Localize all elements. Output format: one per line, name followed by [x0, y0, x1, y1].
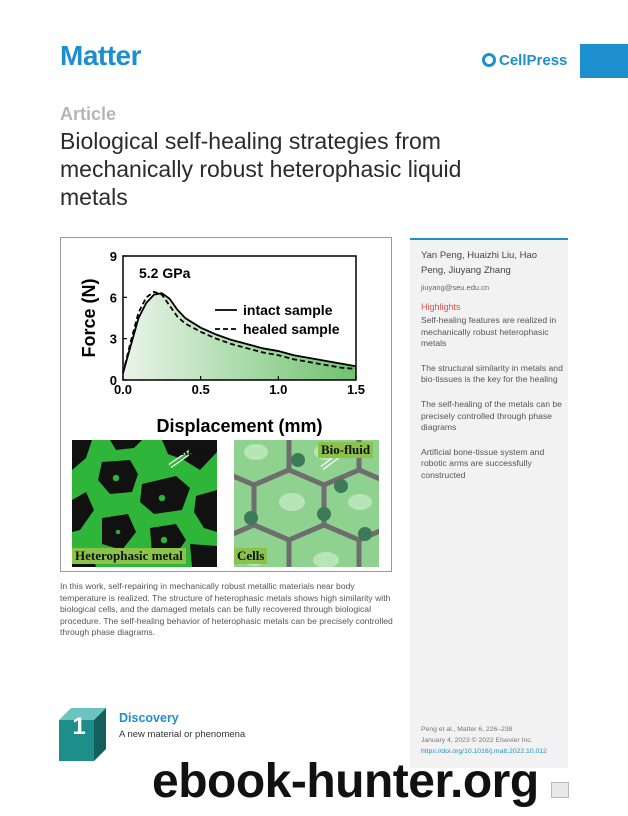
heterophasic-metal-label: Heterophasic metal: [72, 548, 186, 564]
authors: Yan Peng, Huaizhi Liu, Hao Peng, Jiuyang Zhang: [421, 250, 538, 276]
pressure-label: 5.2 GPa: [139, 265, 191, 281]
y-tick-label: 9: [109, 249, 117, 264]
contact-email[interactable]: jiuyang@seu.edu.cn: [421, 283, 490, 292]
highlight-item: Self-healing features are realized in mechanically robust heterophasic metals: [421, 315, 557, 349]
citation-journal: Peng et al., Matter 6, 226–238: [421, 726, 513, 733]
discovery-title: Discovery: [119, 711, 179, 725]
x-tick-label: 0.0: [113, 382, 133, 397]
cells-label: Cells: [234, 548, 267, 564]
cellpress-icon: [482, 53, 496, 67]
x-tick-label: 0.5: [191, 382, 210, 397]
bio-fluid-label: Bio-fluid: [318, 442, 373, 458]
highlights-list: [421, 315, 563, 495]
legend-label: healed sample: [243, 321, 340, 337]
article-title: Biological self-healing strategies from mechanically robust heterophasic liquid metals: [60, 128, 462, 210]
x-tick-label: 1.5: [346, 382, 366, 397]
journal-color-block: [580, 44, 628, 78]
x-tick-label: 1.0: [269, 382, 288, 397]
journal-title: Matter: [60, 40, 142, 71]
y-axis-label: Force (N): [79, 278, 99, 358]
watermark: ebook-hunter.org: [152, 755, 539, 808]
publisher-logo[interactable]: [482, 52, 567, 69]
highlights-heading: Highlights: [421, 302, 461, 312]
heterophasic-metal-image: [72, 440, 217, 567]
article-type: Article: [60, 104, 117, 124]
sidebar: [410, 238, 568, 768]
y-tick-label: 6: [109, 290, 117, 306]
x-axis-label: Displacement (mm): [156, 416, 323, 436]
citation: [421, 724, 566, 757]
force-displacement-chart: [61, 238, 393, 438]
discovery-description: A new material or phenomena: [119, 729, 246, 740]
discovery-number: 1: [72, 713, 86, 740]
highlight-item: The structural similarity in metals and bio-tissues is the key for the healing: [421, 362, 563, 385]
abstract-text: In this work, self-repairing in mechanically robust metallic materials near body temperature is realized. The structure of heterophasic metals shows high similarity with biological cells, and the damaged metals can be fully recovered through biological procedure. The self-healing behavior of heterophasic metals can be precisely controlled through phase diagrams.: [60, 581, 393, 637]
liquid-label: Liquid: [172, 443, 210, 458]
highlight-item: Artificial bone-tissue system and robotic arms are successfully constructed: [421, 446, 545, 480]
graphical-abstract: [60, 237, 392, 572]
citation-date: January 4, 2023 © 2022 Elsevier Inc.: [421, 737, 533, 744]
bio-cells-image: [234, 440, 379, 567]
highlight-item: The self-healing of the metals can be precisely controlled through phase diagrams: [421, 398, 562, 433]
publisher-name: CellPress: [499, 52, 568, 69]
y-tick-label: 3: [109, 331, 117, 347]
y-tick-label: 0: [109, 373, 117, 388]
legend-label: intact sample: [243, 302, 333, 318]
watermark-badge-icon: [551, 782, 569, 798]
doi-link[interactable]: https://doi.org/10.1016/j.matt.2022.10.012: [421, 748, 547, 755]
